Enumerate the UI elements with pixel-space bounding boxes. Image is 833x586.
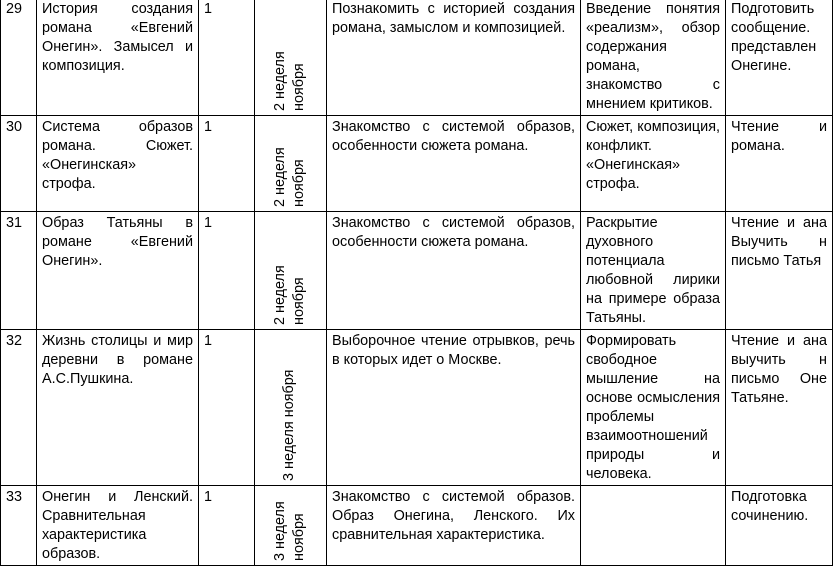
lesson-hours: 1 — [199, 212, 255, 330]
lesson-topic: Система образов романа. Сюжет. «Онегинская» строфа. — [37, 116, 199, 212]
lesson-goal: Знакомство с системой образов, особенности сюжета романа. — [327, 212, 581, 330]
lesson-topic: Жизнь столицы и мир деревни в романе А.С.Пушкина. — [37, 330, 199, 486]
lesson-homework: Чтение и ана Выучить н письмо Татья — [726, 212, 833, 330]
lesson-hours: 1 — [199, 116, 255, 212]
lesson-goal: Познакомить с историей создания романа, замыслом и композицией. — [327, 0, 581, 116]
lesson-date-cell — [255, 212, 327, 330]
lesson-number: 31 — [1, 212, 37, 330]
lesson-homework: Чтение и ана выучить н письмо Оне Татьяне. — [726, 330, 833, 486]
table-row — [1, 0, 833, 116]
lesson-hours: 1 — [199, 330, 255, 486]
lesson-date: 2 неделя ноября — [271, 265, 307, 325]
lesson-homework: Чтение и романа. — [726, 116, 833, 212]
lesson-date: 2 неделя ноября — [271, 51, 307, 111]
lesson-date: 2 неделя ноября — [271, 147, 307, 207]
lesson-topic: История создания романа «Евгений Онегин». Замысел и композиция. — [37, 0, 199, 116]
lesson-goal: Выборочное чтение отрывков, речь в которых идет о Москве. — [327, 330, 581, 486]
lesson-date-cell — [255, 116, 327, 212]
lesson-number: 32 — [1, 330, 37, 486]
lesson-date-cell — [255, 486, 327, 566]
lesson-hours: 1 — [199, 0, 255, 116]
lesson-concepts: Введение понятия «реализм», обзор содержания романа, знакомство с мнением критиков. — [581, 0, 726, 116]
lesson-number: 29 — [1, 0, 37, 116]
lesson-hours: 1 — [199, 486, 255, 566]
table-row — [1, 212, 833, 330]
lesson-date: 3 неделя ноября — [271, 501, 307, 561]
table-row — [1, 330, 833, 486]
table-row — [1, 116, 833, 212]
lesson-homework: Подготовить сообщение. представлен Онегине. — [726, 0, 833, 116]
lesson-goal: Знакомство с системой образов, особенности сюжета романа. — [327, 116, 581, 212]
lesson-number: 30 — [1, 116, 37, 212]
lesson-date-cell — [255, 0, 327, 116]
lesson-date: 3 неделя ноября — [280, 369, 297, 481]
lesson-topic: Онегин и Ленский. Сравнительная характеристика образов. — [37, 486, 199, 566]
lesson-goal: Знакомство с системой образов. Образ Онегина, Ленского. Их сравнительная характеристика. — [327, 486, 581, 566]
lesson-concepts: Сюжет, композиция, конфликт. «Онегинская» строфа. — [581, 116, 726, 212]
lesson-number: 33 — [1, 486, 37, 566]
lesson-concepts — [581, 486, 726, 566]
lesson-concepts: Формировать свободное мышление на основе осмысления проблемы взаимоотношений природы и человека. — [581, 330, 726, 486]
lesson-homework: Подготовка сочинению. — [726, 486, 833, 566]
lesson-topic: Образ Татьяны в романе «Евгений Онегин». — [37, 212, 199, 330]
lesson-concepts: Раскрытие духовного потенциала любовной лирики на примере образа Татьяны. — [581, 212, 726, 330]
table-row — [1, 486, 833, 566]
lesson-date-cell — [255, 330, 327, 486]
